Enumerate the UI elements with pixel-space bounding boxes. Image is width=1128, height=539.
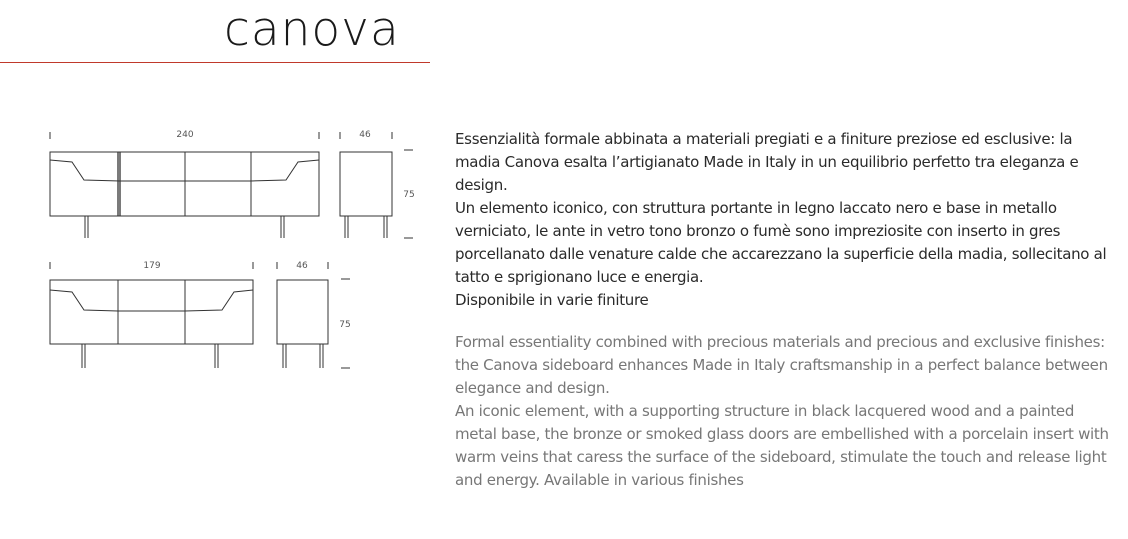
description-italian [455,128,1115,312]
description-it-paragraph-2: Un elemento iconico, con struttura portante in legno laccato nero e base in metallo verniciato, le ante in vetro tono bronzo o fumè sono impreziosite con inserto in gres porcellanato dalle venature calde che accarezzano la superficie della madia, sollecitano al tatto e sprigionano luce e energia. [455,199,1107,286]
description-it-paragraph-3: Disponibile in varie finiture [455,291,649,309]
description-en-paragraph-1: Formal essentiality combined with precious materials and precious and exclusive finishes: the Canova sideboard enhances Made in Italy craftsmanship in a perfect balance between elegance and design. [455,333,1108,397]
small-width-label: 179 [143,261,161,271]
small-height-label: 75 [339,320,351,330]
small-depth-label: 46 [296,261,308,271]
small-sideboard-side [277,262,350,368]
technical-drawings [0,0,440,539]
description-it-paragraph-1: Essenzialità formale abbinata a materiali pregiati e a finiture preziose ed esclusive: la madia Canova esalta l’artigianato Made in Italy in un equilibrio perfetto tra eleganza e design. [455,130,1079,194]
large-height-label: 75 [403,190,415,200]
description-en-paragraph-2: An iconic element, with a supporting structure in black lacquered wood and a painted metal base, the bronze or smoked glass doors are embellished with a porcelain insert with warm veins that caress the surface of the sideboard, stimulate the touch and release light and energy. Available in various finishes [455,402,1109,489]
large-width-label: 240 [176,130,194,140]
small-sideboard-front [50,262,253,368]
large-sideboard-front [50,132,319,238]
large-depth-label: 46 [359,130,371,140]
large-sideboard-side [340,132,413,238]
description-english [455,331,1115,492]
product-title: canova [224,2,400,57]
